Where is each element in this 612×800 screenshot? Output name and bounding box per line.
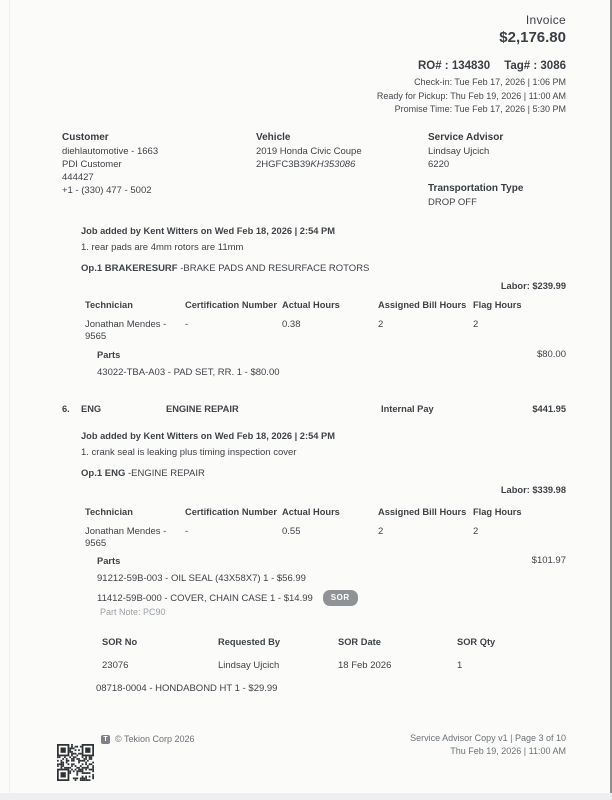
sor-date: 18 Feb 2026: [338, 660, 392, 671]
job2-number: 6.: [62, 404, 70, 414]
sor-table: [102, 636, 565, 672]
job2-part-line-2: 11412-59B-000 - COVER, CHAIN CASE 1 - $14.99: [97, 593, 313, 604]
ro-number: RO# : 134830: [417, 60, 491, 72]
footer-copyright: [101, 734, 195, 745]
invoice-title: Invoice: [525, 13, 566, 27]
sor-col-header-date: SOR Date: [338, 637, 381, 647]
vehicle-vin: [256, 158, 421, 171]
ready-for-pickup-time: Ready for Pickup: Thu Feb 19, 2026 | 11:00 AM: [376, 90, 566, 101]
sor-qty: 1: [457, 660, 463, 671]
sor-col-header-no: SOR No: [102, 637, 138, 647]
job2-part-line-3: 08718-0004 - HONDABOND HT 1 - $29.99: [96, 683, 278, 694]
copy-page-label: Service Advisor Copy v1 | Page 3 of 10: [410, 733, 566, 743]
sor-badge: SOR: [323, 590, 358, 606]
job1-part-line: 43022-TBA-A03 - PAD SET, RR. 1 - $80.00: [97, 367, 280, 378]
job1-parts-total: $80.00: [536, 349, 566, 360]
job2-actual-hours: 0.55: [282, 526, 301, 537]
col-header-certification: Certification Number: [185, 507, 277, 517]
job1-op-line: [81, 263, 369, 275]
job2-assigned-hours: 2: [378, 526, 384, 537]
job2-flag-hours: 2: [473, 526, 479, 537]
job2-part-line-2-wrap: [97, 590, 358, 606]
job1-op-desc: -BRAKE PADS AND RESURFACE ROTORS: [177, 263, 370, 274]
job2-name: ENGINE REPAIR: [166, 404, 239, 414]
transportation-label: Transportation Type: [428, 183, 524, 194]
vehicle-model: 2019 Honda Civic Coupe: [256, 146, 362, 157]
job2-parts-label: Parts: [97, 556, 121, 566]
service-advisor-name: Lindsay Ujcich: [428, 146, 490, 157]
job2-total: $441.95: [532, 404, 566, 414]
job2-part-note: Part Note: PC90: [100, 607, 166, 617]
transportation-value: DROP OFF: [428, 197, 477, 208]
service-advisor-number: 6220: [428, 159, 450, 170]
col-header-technician: Technician: [85, 507, 133, 517]
col-header-assigned-hours: Assigned Bill Hours: [378, 300, 467, 310]
sor-col-header-qty: SOR Qty: [457, 637, 496, 647]
service-advisor-block: [428, 131, 568, 209]
job2-labor-label: Labor:: [500, 485, 530, 495]
service-advisor-label: Service Advisor: [428, 132, 504, 143]
job1-parts-label: Parts: [97, 350, 121, 360]
tag-number: Tag# : 3086: [504, 60, 566, 72]
job2-concern: 1. crank seal is leaking plus timing inspection cover: [81, 447, 297, 458]
col-header-flag-hours: Flag Hours: [473, 300, 522, 310]
scan-edge-bottom: [0, 793, 612, 800]
qr-code: [57, 744, 94, 781]
job1-labor-label: Labor:: [500, 281, 530, 291]
job1-labor-amount: $239.99: [532, 281, 566, 291]
job1-flag-hours: 2: [473, 319, 479, 330]
job1-technician-table: [85, 299, 565, 343]
customer-type: PDI Customer: [62, 159, 122, 170]
col-header-flag-hours: Flag Hours: [473, 507, 522, 517]
sor-requested-by: Lindsay Ujcich: [218, 660, 280, 671]
vehicle-block: [256, 131, 421, 171]
invoice-header: [377, 13, 566, 117]
job1-concern: 1. rear pads are 4mm rotors are 11mm: [81, 242, 244, 253]
job2-added-by: Job added by Kent Witters on Wed Feb 18, 2026 | 2:54 PM: [81, 431, 335, 441]
vin-suffix: KH353086: [310, 159, 356, 170]
job1-assigned-hours: 2: [378, 319, 384, 330]
job2-part-line-1: 91212-59B-003 - OIL SEAL (43X58X7) 1 - $56.99: [97, 573, 306, 584]
col-header-actual-hours: Actual Hours: [282, 300, 340, 310]
promise-time: Promise Time: Tue Feb 17, 2026 | 5:30 PM: [394, 104, 566, 114]
checkin-time: Check-in: Tue Feb 17, 2026 | 1:06 PM: [414, 77, 566, 87]
job2-code: ENG: [81, 404, 102, 414]
col-header-certification: Certification Number: [185, 300, 277, 310]
job2-op-code: Op.1 ENG: [81, 468, 126, 479]
customer-block: [62, 131, 247, 197]
printed-timestamp: Thu Feb 19, 2026 | 11:00 AM: [450, 746, 566, 756]
col-header-technician: Technician: [85, 300, 133, 310]
job1-added-by: Job added by Kent Witters on Wed Feb 18, 2026 | 2:54 PM: [81, 226, 335, 236]
job1-certification: -: [185, 319, 189, 330]
customer-name: diehlautomotive - 1663: [62, 146, 159, 157]
job2-technician-table: [85, 506, 565, 550]
job2-certification: -: [185, 526, 189, 537]
sor-col-header-requested-by: Requested By: [218, 637, 280, 647]
scan-edge-left: [9, 0, 10, 800]
job1-actual-hours: 0.38: [282, 319, 301, 330]
customer-id: 444427: [62, 172, 94, 183]
job2-pay-type: Internal Pay: [381, 404, 434, 414]
col-header-actual-hours: Actual Hours: [282, 507, 340, 517]
invoice-total: $2,176.80: [499, 29, 566, 46]
col-header-assigned-hours: Assigned Bill Hours: [378, 507, 467, 517]
footer-page-info: [410, 732, 566, 758]
job1-op-code: Op.1 BRAKERESURF: [81, 263, 178, 274]
job1-technician: Jonathan Mendes - 9565: [85, 319, 167, 342]
ro-tag-line: [377, 59, 566, 73]
job2-op-line: [81, 468, 205, 480]
customer-label: Customer: [62, 132, 109, 143]
job2-parts-total: $101.97: [531, 555, 566, 566]
job1-labor-line: [501, 280, 566, 292]
job2-op-desc: -ENGINE REPAIR: [125, 468, 205, 479]
job2-labor-line: [501, 484, 566, 496]
invoice-dates: [377, 76, 566, 117]
copyright-text: © Tekion Corp 2026: [115, 734, 195, 744]
job2-technician: Jonathan Mendes - 9565: [85, 526, 167, 549]
vin-prefix: 2HGFC3B39: [256, 159, 311, 170]
sor-no: 23076: [102, 660, 129, 671]
vehicle-label: Vehicle: [256, 132, 291, 143]
tekion-logo-icon: T: [101, 735, 110, 744]
customer-phone: +1 - (330) 477 - 5002: [62, 185, 152, 196]
job2-labor-amount: $339.98: [532, 485, 566, 495]
